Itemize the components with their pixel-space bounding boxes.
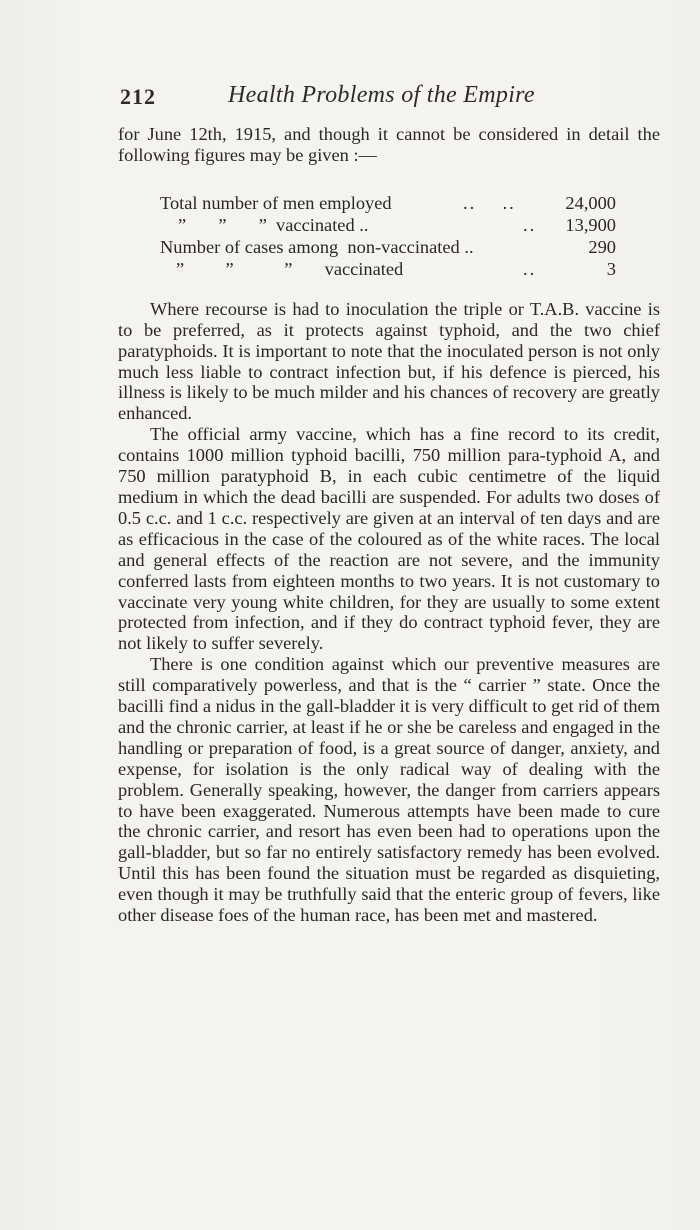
figures-row-value: 13,900: [565, 214, 616, 235]
page-header: [120, 84, 570, 118]
page-body: [118, 124, 660, 926]
paragraph-inoculation: Where recourse is had to inoculation the triple or T.A.B. vaccine is to be preferred, as it protects against typhoid, and the two chief paratyphoids. It is important to note that the inoculated person is not only much less liable to contract infection but, if his defence is pierced, his illness is likely to be much milder and his chances of recovery are greatly enhanced.: [118, 298, 660, 424]
figures-row-cases-vaccinated: [118, 259, 660, 281]
figures-row-label: ” ” ” vaccinated ..: [178, 214, 369, 235]
figures-row-label: ” ” ” vaccinated: [176, 258, 404, 279]
running-head: Health Problems of the Empire: [228, 82, 535, 108]
figures-row-leader: .. ..: [463, 192, 516, 213]
paragraph-army-vaccine: The official army vaccine, which has a fine record to its credit, contains 1000 million typhoid bacilli, 750 million para-typhoid A, and 750 million paratyphoid B, in each cubic centimetre of the liquid medium in which the dead bacilli are suspended. For adults two doses of 0.5 c.c. and 1 c.c. respectively are given at an interval of ten days and are as efficacious in the case of the coloured as of the white races. The local and general effects of the reaction are not severe, and the immunity conferred lasts from eighteen months to two years. It is not customary to vaccinate very young white children, for they are usually to some extent protected from infection, and if they do contract typhoid fever, they are not likely to suffer severely.: [118, 424, 660, 654]
figures-row-total-vaccinated: [118, 215, 660, 237]
page-number: 212: [120, 84, 156, 109]
figures-row-value: 290: [588, 236, 616, 257]
figures-row-leader: ..: [523, 258, 537, 279]
figures-row-total-employed: [118, 193, 660, 215]
figures-row-label: Number of cases among non-vaccinated ..: [160, 236, 474, 257]
paragraph-carrier-state: There is one condition against which our preventive measures are still comparatively powerless, and that is the “ carrier ” state. Once the bacilli find a nidus in the gall-bladder it is very difficult to get rid of them and the chronic carrier, at least if he or she be careless and engaged in the handling or preparation of food, is a great source of danger, anxiety, and expense, for isolation is the only radical way of dealing with the problem. Generally speaking, however, the danger from carriers appears to have been exaggerated. Numerous attempts have been made to cure the chronic carrier, and resort has even been had to operations upon the gall-bladder, but so far no entirely satisfactory remedy has been evolved. Until this has been found the situation must be regarded as disquieting, even though it may be truthfully said that the enteric group of fevers, like other disease foes of the human race, has been met and mastered.: [118, 654, 660, 926]
figures-row-label: Total number of men employed: [160, 192, 392, 213]
figures-table: [118, 193, 660, 285]
figures-row-leader: ..: [523, 214, 537, 235]
figures-row-value: 3: [606, 258, 616, 279]
intro-paragraph: for June 12th, 1915, and though it cannot be considered in detail the following figures may be given :—: [118, 124, 660, 165]
figures-row-value: 24,000: [565, 192, 616, 213]
figures-row-cases-non-vaccinated: [118, 237, 660, 259]
